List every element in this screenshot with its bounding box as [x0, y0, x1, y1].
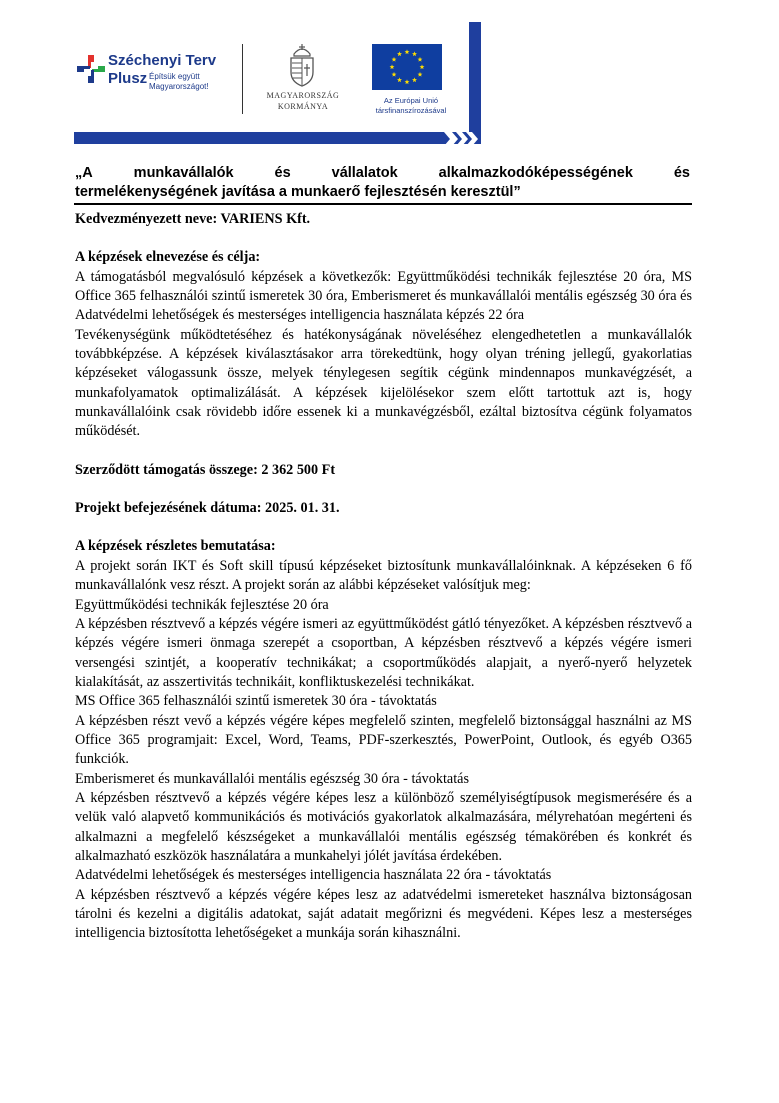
spacer [75, 229, 692, 248]
title-word: és [673, 165, 690, 181]
eu-text [366, 96, 456, 116]
project-title-line1 [75, 164, 690, 183]
szechenyi-name: Széchenyi Terv [108, 52, 217, 69]
course-description: A képzésben résztvevő a képzés végére képes lesz a különböző személyiségtípusok megismerésére és a velük való alapvető kommunikációs és motivációs gyakorlatok alkalmazására, mélyrehatóan megérteni és alkalmazni a megfelelő készségeket a munkavállalói mentális egészség témakörében és konkrét és alkalmazható eszközök használatára a munkahelyi jólét javítása érdekében. [75, 789, 692, 864]
szechenyi-terv-plusz-logo [76, 52, 246, 112]
training-heading: A képzések elnevezése és célja: [75, 249, 261, 266]
title-word: vállalatok [331, 165, 398, 181]
training-list-paragraph: A támogatásból megvalósuló képzések a következők: Együttműködési technikák fejlesztése 20 óra, MS Office 365 felhasználói szintű ismeretek 30 óra, Emberismeret és munkavállalói mentális egészség 30 óra és Adatvédelmi lehetőségek és mesterséges intelligencia használata képzés 22 óra [75, 268, 692, 324]
brand-horizontal-bar [74, 132, 479, 144]
contracted-support: Szerződött támogatás összege: 2 362 500 Ft [75, 461, 336, 478]
szechenyi-plus: Plusz [108, 70, 148, 87]
spacer [75, 480, 692, 499]
logo-divider [242, 44, 243, 114]
eu-line2: társfinanszírozásával [375, 106, 447, 115]
document-body [75, 210, 692, 944]
coat-of-arms-icon [286, 42, 318, 88]
project-title-line2: termelékenységének javítása a munkaerő fejlesztésén keresztül” [75, 184, 521, 200]
government-line1: MAGYARORSZÁG [266, 91, 340, 100]
szechenyi-cross-icon [76, 54, 106, 84]
course-title: Adatvédelmi lehetőségek és mesterséges intelligencia használata 22 óra - távoktatás [75, 867, 552, 884]
eu-line1: Az Európai Unió [383, 96, 439, 105]
details-intro: A projekt során IKT és Soft skill típusú képzéseket biztosítunk munkavállalóinknak. A képzéseken 6 fő munkavállalónk vesz részt. A projekt során az alábbi képzéseket valósítjuk meg: [75, 557, 692, 594]
szechenyi-tagline: Építsük együtt Magyarországot! [149, 72, 209, 91]
title-word: munkavállalók [133, 165, 234, 181]
purpose-paragraph: Tevékenységünk működtetéséhez és hatékonyságának növeléséhez elengedhetetlen a munkavállalók továbbképzése. A képzések kiválasztásakor arra törekedtünk, hogy olyan tréning jellegű, gyakorlatias képzéseket válogassunk össze, melyek ténylegesen segítik cégünk mindennapos munkavégzését, a munkafolyamatok optimalizálását. A képzések kijelölésekor szem előtt tartottuk azt is, hogy munkavállalóink csak rövidebb időre essenek ki a munkavégzésből, ezáltal biztosítva cégünk folyamatos működését. [75, 326, 692, 440]
eu-logo [366, 44, 456, 120]
title-word: „A [75, 165, 93, 181]
logo-band [0, 0, 779, 150]
spacer [75, 442, 692, 461]
project-title [75, 164, 690, 202]
title-word: és [274, 165, 291, 181]
beneficiary-name: Kedvezményezett neve: VARIENS Kft. [75, 211, 311, 227]
brand-vertical-bar [469, 22, 481, 144]
details-heading: A képzések részletes bemutatása: [75, 538, 276, 555]
government-logo [258, 40, 348, 120]
title-rule [74, 203, 692, 205]
eu-flag-icon [372, 44, 442, 90]
course-description: A képzésben részt vevő a képzés végére képes megfelelő szinten, megfelelő biztonsággal használni az MS Office 365 programjait: Excel, Word, Teams, PDF-szerkesztés, PowerPoint, Outlook, és egyéb O365 funkciók. [75, 712, 692, 768]
project-end-date: Projekt befejezésének dátuma: 2025. 01. 31. [75, 500, 340, 517]
course-title: Emberismeret és munkavállalói mentális egészség 30 óra - távoktatás [75, 770, 469, 787]
government-text [258, 90, 348, 112]
brand-chevron-icon [444, 132, 484, 146]
spacer [75, 518, 692, 537]
course-description: A képzésben résztvevő a képzés végére ismeri az együttműködést gátló tényezőket. A képzésben résztvevő a képzés végére ismeri önmaga szerepét a csoportban, A képzésben résztvevő a képzés végére ismeri versengési szintjét, a kooperatív technikákat; a csoportműködés alapjait, a nyerő-nyerő helyzetek kialakítását, az asszertivitás technikáit, konfliktuskezelési technikákat. [75, 615, 692, 690]
title-word: alkalmazkodóképességének [438, 165, 633, 181]
course-description: A képzésben résztvevő a képzés végére képes lesz az adatvédelmi ismereteket használva biztonságosan tárolni és kezelni a digitális adatokat, saját adatait megőrizni és megvédeni. Képes lesz a mesterséges intelligencia biztosította lehetőségeket a munkája során kihasználni. [75, 886, 692, 942]
course-title: MS Office 365 felhasználói szintű ismeretek 30 óra - távoktatás [75, 693, 437, 710]
course-title: Együttműködési technikák fejlesztése 20 óra [75, 596, 329, 613]
government-line2: KORMÁNYA [277, 102, 329, 111]
